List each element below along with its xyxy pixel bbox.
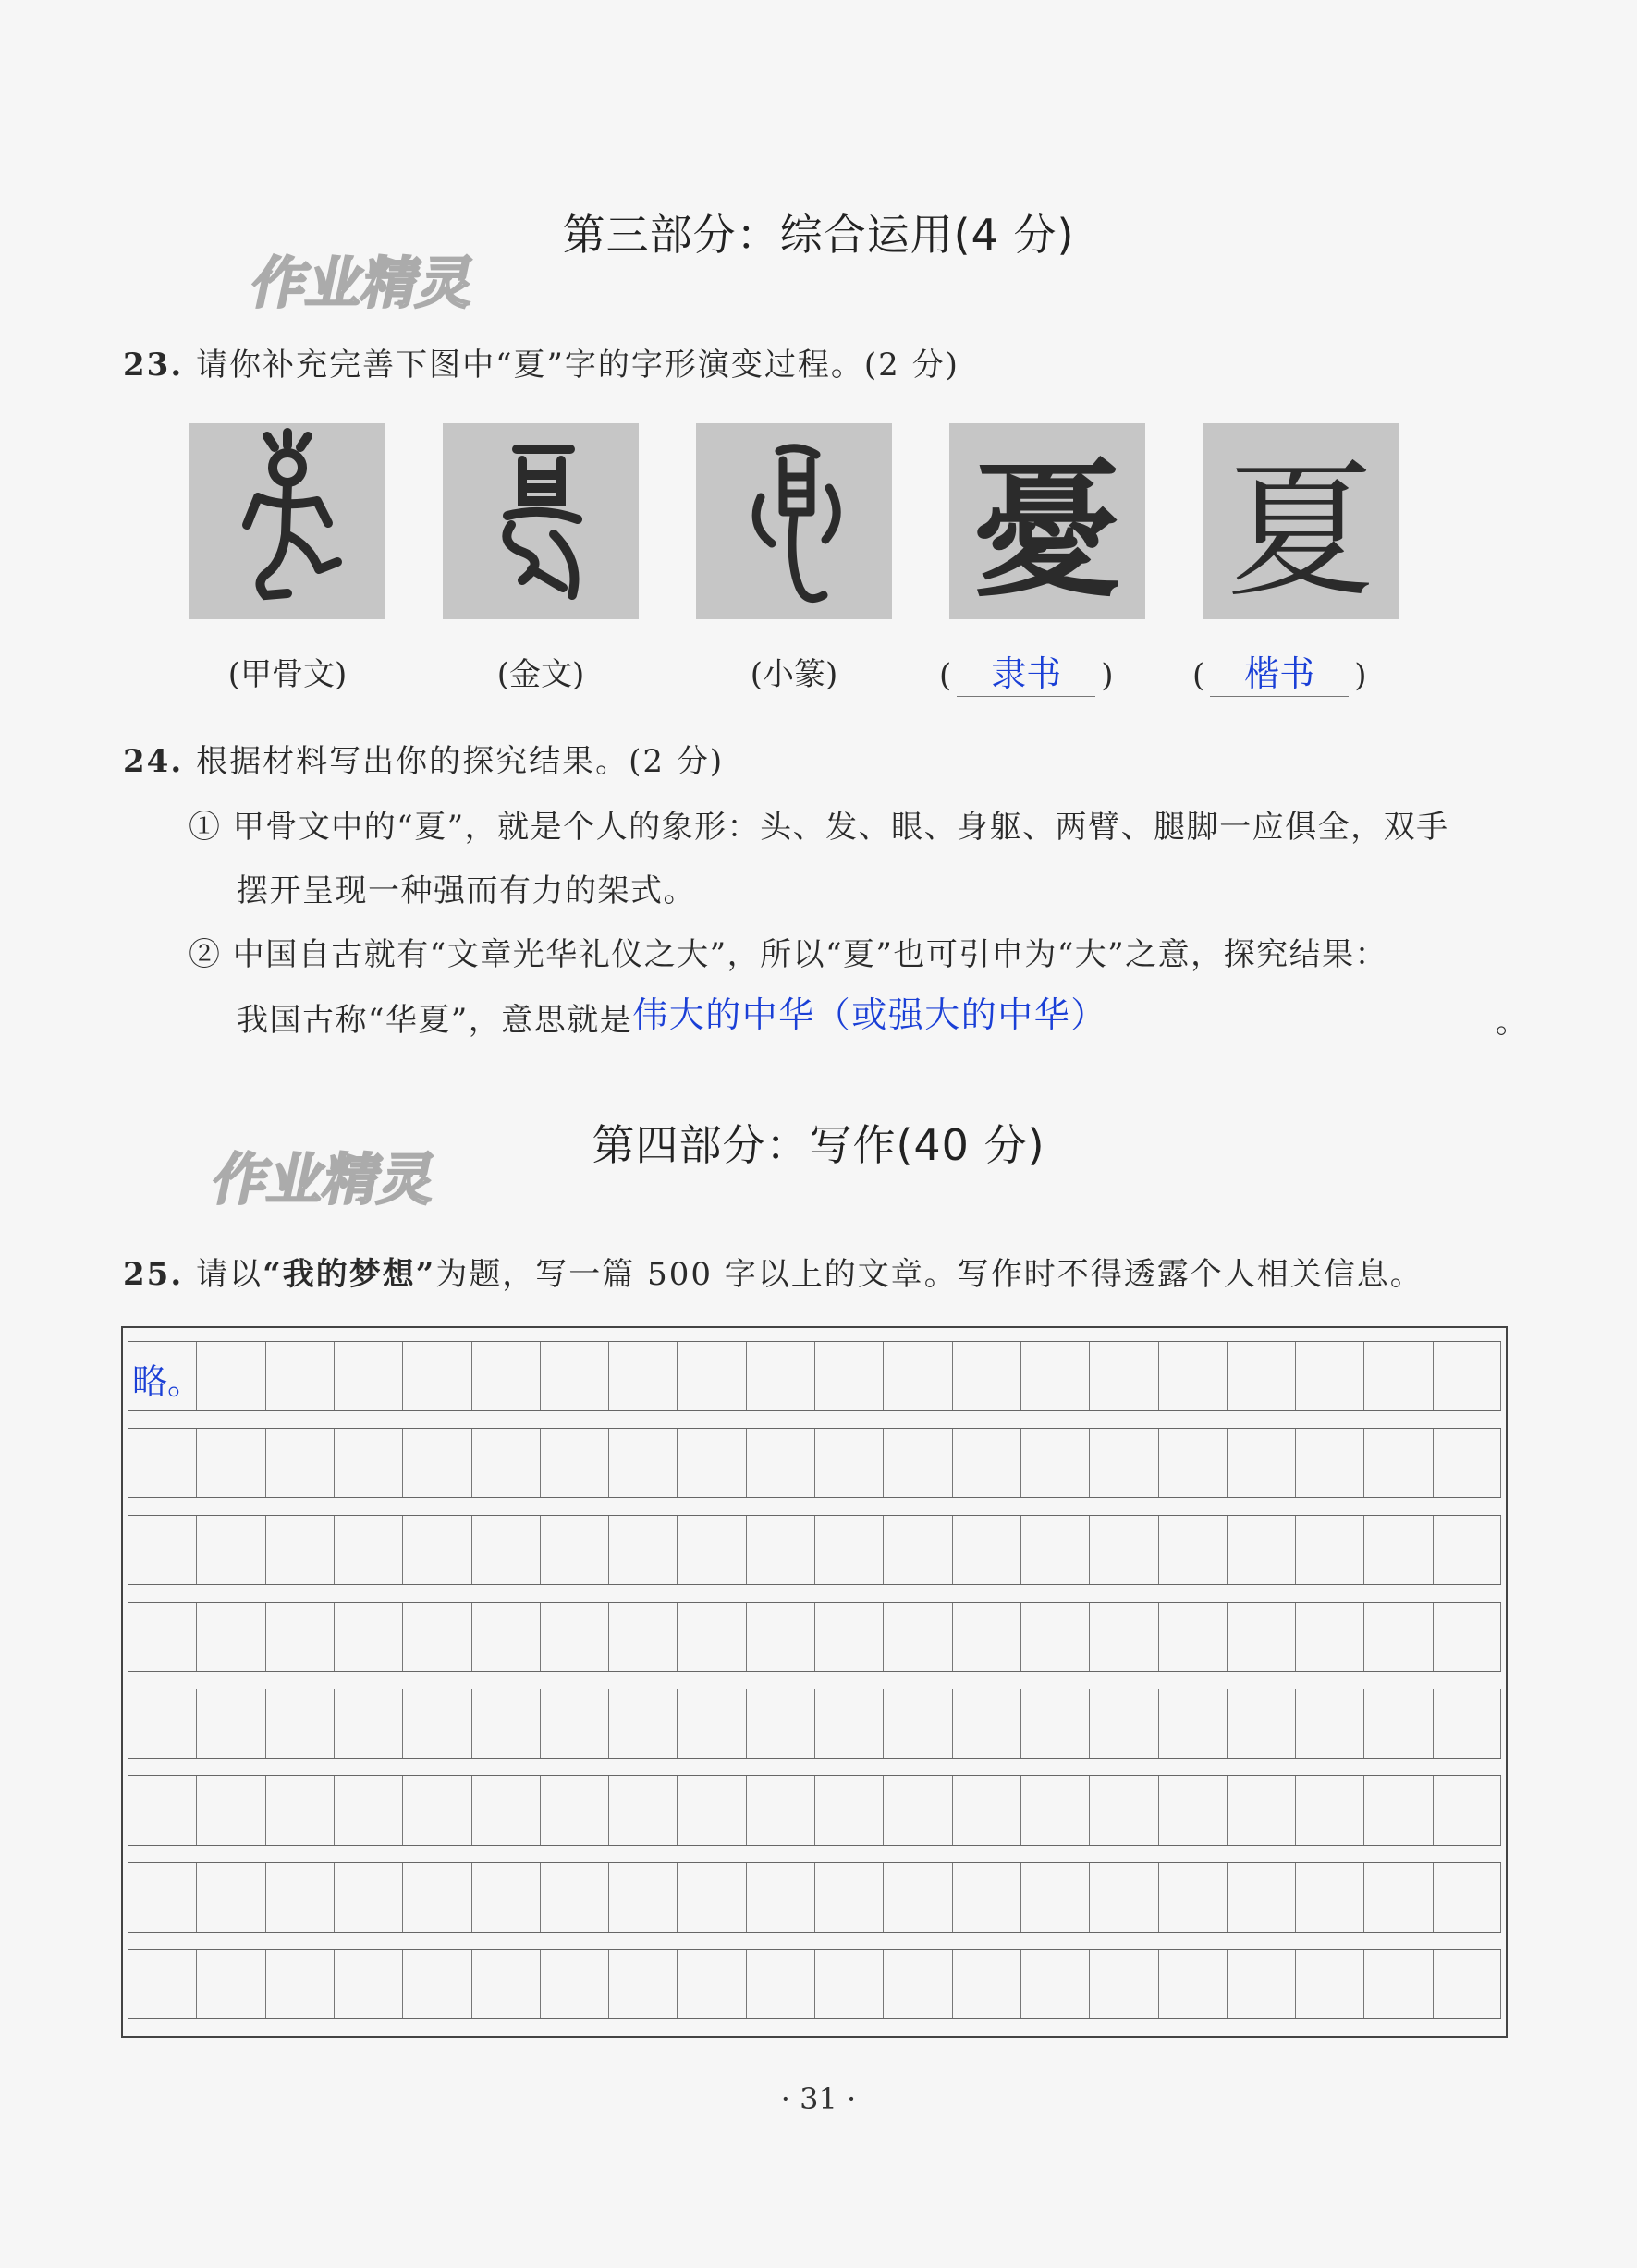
grid-cell[interactable] [128,1429,196,1497]
q24-item2-line1: ② 中国自古就有“文章光华礼仪之大”，所以“夏”也可引申为“大”之意，探究结果： [189,936,1388,973]
grid-cell[interactable] [1020,1689,1089,1758]
section3-title: 第三部分：综合运用(4 分) [562,210,1075,260]
grid-cell[interactable] [196,1516,264,1584]
grid-cell[interactable] [1363,1689,1432,1758]
grid-cell[interactable] [540,1342,608,1410]
clerical-glyph-icon [949,423,1145,619]
grid-cell[interactable] [402,1342,470,1410]
grid-cell[interactable] [608,1342,677,1410]
grid-cell[interactable] [883,1342,951,1410]
grid-cell[interactable] [1020,1863,1089,1932]
grid-row [128,1862,1501,1933]
grid-cell[interactable] [334,1429,402,1497]
q24-item1-line2: 摆开呈现一种强而有力的架式。 [237,872,696,909]
grid-cell[interactable] [1227,1342,1295,1410]
grid-cell[interactable] [746,1429,814,1497]
grid-cell[interactable] [1227,1689,1295,1758]
grid-cell[interactable] [1089,1863,1157,1932]
grid-cell[interactable] [265,1776,334,1845]
tile-clerical [949,423,1145,619]
grid-cell[interactable] [1433,1776,1501,1845]
grid-cell[interactable] [1158,1516,1227,1584]
grid-cell[interactable] [952,1950,1020,2018]
grid-cell[interactable] [1295,1776,1363,1845]
grid-cell[interactable] [1020,1950,1089,2018]
grid-cell[interactable] [1433,1342,1501,1410]
grid-cell[interactable] [402,1429,470,1497]
grid-cell[interactable] [952,1689,1020,1758]
grid-cell[interactable] [540,1776,608,1845]
grid-cell[interactable] [128,1776,196,1845]
tile-oracle-bone [189,423,385,619]
grid-cell[interactable] [265,1603,334,1671]
grid-cell[interactable] [265,1950,334,2018]
grid-cell[interactable] [677,1429,745,1497]
grid-row [128,1602,1501,1672]
grid-cell[interactable] [1227,1776,1295,1845]
grid-cell[interactable] [1089,1776,1157,1845]
grid-cell[interactable] [608,1603,677,1671]
grid-cell[interactable] [1158,1429,1227,1497]
grid-cell[interactable] [883,1603,951,1671]
grid-cell[interactable] [677,1863,745,1932]
grid-cell[interactable] [471,1342,540,1410]
small-seal-glyph-icon [696,423,892,619]
grid-cell[interactable] [1363,1863,1432,1932]
grid-cell[interactable] [1158,1950,1227,2018]
grid-cell[interactable] [952,1342,1020,1410]
grid-cell[interactable] [814,1342,883,1410]
grid-cell[interactable] [334,1516,402,1584]
grid-cell[interactable] [471,1689,540,1758]
grid-cell[interactable] [1363,1776,1432,1845]
caption-oracle-bone: (甲骨文) [227,656,348,693]
q24-number: 24. [123,743,184,780]
grid-cell[interactable] [334,1950,402,2018]
grid-cell[interactable] [540,1429,608,1497]
grid-cell[interactable] [608,1863,677,1932]
grid-cell[interactable] [608,1776,677,1845]
grid-cell[interactable] [1089,1516,1157,1584]
grid-cell[interactable] [1295,1429,1363,1497]
grid-cell[interactable] [608,1950,677,2018]
grid-cell[interactable] [1227,1516,1295,1584]
grid-cell[interactable] [952,1516,1020,1584]
q24 [123,736,724,781]
grid-cell[interactable] [746,1950,814,2018]
grid-cell[interactable] [1020,1342,1089,1410]
q23-number: 23. [123,347,184,384]
grid-cell[interactable] [883,1863,951,1932]
grid-cell[interactable] [1433,1950,1501,2018]
grid-cell[interactable] [883,1689,951,1758]
regular-glyph-char: 夏 [1226,445,1375,617]
q24-prompt: 根据材料写出你的探究结果。(2 分) [196,743,725,780]
q24-end-mark: 。 [1496,1004,1529,1041]
grid-row [128,1515,1501,1585]
tile-bronze [443,423,639,619]
grid-row [128,1428,1501,1498]
grid-cell[interactable] [540,1689,608,1758]
grid-cell[interactable] [471,1603,540,1671]
grid-cell[interactable] [471,1950,540,2018]
grid-cell[interactable] [1363,1429,1432,1497]
grid-cell[interactable] [196,1429,264,1497]
grid-cell[interactable] [334,1689,402,1758]
grid-cell[interactable] [608,1689,677,1758]
grid-cell[interactable] [128,1689,196,1758]
grid-cell[interactable] [1295,1516,1363,1584]
grid-row [128,1341,1501,1411]
grid-cell[interactable] [1158,1776,1227,1845]
answer-clerical: 隶书 [957,645,1095,697]
grid-cell[interactable] [677,1950,745,2018]
grid-cell[interactable] [1295,1863,1363,1932]
grid-row [128,1949,1501,2019]
grid-cell[interactable] [334,1863,402,1932]
grid-cell[interactable] [471,1863,540,1932]
regular-glyph-icon [1203,423,1399,619]
answer-regular: 楷书 [1210,645,1349,697]
grid-cell[interactable] [883,1516,951,1584]
grid-cell[interactable] [1158,1863,1227,1932]
grid-cell[interactable] [1363,1516,1432,1584]
tile-small-seal [696,423,892,619]
grid-cell[interactable] [471,1429,540,1497]
grid-cell[interactable] [1433,1429,1501,1497]
grid-cell[interactable] [952,1863,1020,1932]
grid-cell[interactable] [265,1689,334,1758]
grid-cell[interactable] [677,1516,745,1584]
grid-cell[interactable] [196,1950,264,2018]
grid-cell[interactable] [1020,1429,1089,1497]
grid-cell[interactable] [471,1516,540,1584]
grid-cell[interactable] [952,1603,1020,1671]
grid-cell[interactable] [334,1603,402,1671]
grid-cell[interactable] [677,1342,745,1410]
grid-cell[interactable] [334,1776,402,1845]
grid-cell[interactable] [814,1689,883,1758]
grid-cell[interactable] [1020,1516,1089,1584]
grid-cell[interactable] [1089,1603,1157,1671]
grid-cell[interactable] [883,1429,951,1497]
grid-cell[interactable] [196,1689,264,1758]
grid-cell[interactable] [1089,1950,1157,2018]
grid-cell[interactable] [1433,1516,1501,1584]
grid-cell[interactable] [128,1342,203,1410]
grid-cell[interactable] [746,1342,814,1410]
grid-cell[interactable] [1158,1689,1227,1758]
grid-cell[interactable] [1089,1429,1157,1497]
grid-cell[interactable] [1227,1950,1295,2018]
grid-cell[interactable] [402,1516,470,1584]
grid-cell[interactable] [814,1776,883,1845]
grid-cell[interactable] [196,1776,264,1845]
grid-cell[interactable] [814,1516,883,1584]
q25-prompt-a: 请以 [196,1256,263,1293]
grid-cell[interactable] [540,1603,608,1671]
caption-clerical [939,645,1114,697]
grid-cell[interactable] [883,1776,951,1845]
grid-cell[interactable] [746,1863,814,1932]
grid-cell[interactable] [540,1863,608,1932]
svg-text:作业精灵: 作业精灵 [206,1148,443,1213]
grid-cell[interactable] [1363,1342,1432,1410]
grid-cell[interactable] [677,1776,745,1845]
q23 [123,339,959,384]
q25-number: 25. [123,1256,184,1293]
writing-grid[interactable] [121,1326,1508,2038]
grid-cell[interactable] [402,1689,470,1758]
grid-cell[interactable] [265,1863,334,1932]
grid-cell[interactable] [402,1603,470,1671]
grid-cell[interactable] [1158,1342,1227,1410]
grid-cell[interactable] [128,1516,196,1584]
grid-cell[interactable] [1227,1863,1295,1932]
grid-cell[interactable] [746,1603,814,1671]
oracle-bone-glyph-icon [189,423,385,619]
q25-prompt-b: 为题，写一篇 500 字以上的文章。写作时不得透露个人相关信息。 [435,1256,1423,1293]
grid-cell[interactable] [402,1950,470,2018]
grid-cell[interactable] [1363,1603,1432,1671]
grid-cell[interactable] [1227,1603,1295,1671]
tile-regular [1203,423,1399,619]
q24-item2-prefix: 我国古称“华夏”，意思就是 [237,1002,633,1039]
grid-cell[interactable] [883,1950,951,2018]
q24-item2-answer: 伟大的中华（或强大的中华） [632,994,1107,1035]
caption-open-paren: ( [939,657,952,694]
grid-cell[interactable] [334,1342,402,1410]
grid-cell[interactable] [265,1342,334,1410]
grid-cell[interactable] [128,1603,196,1671]
grid-row [128,1689,1501,1759]
caption-open-paren: ( [1192,657,1205,694]
grid-cell[interactable] [746,1776,814,1845]
grid-cell[interactable] [1089,1689,1157,1758]
grid-cell[interactable] [540,1516,608,1584]
grid-cell[interactable] [1295,1950,1363,2018]
clerical-glyph-char: 憂 [972,444,1122,617]
grid-cell[interactable] [196,1863,264,1932]
caption-regular [1192,645,1367,697]
grid-cell[interactable] [746,1689,814,1758]
grid-cell[interactable] [608,1429,677,1497]
grid-cell[interactable] [608,1516,677,1584]
grid-cell[interactable] [402,1863,470,1932]
grid-cell[interactable] [265,1429,334,1497]
caption-bronze: (金文) [496,656,585,693]
caption-small-seal: (小篆) [750,656,838,693]
q25 [123,1249,1423,1294]
grid-cell[interactable] [1433,1603,1501,1671]
grid-cell[interactable] [471,1776,540,1845]
grid-cell[interactable] [1295,1603,1363,1671]
q24-item2-line2 [237,990,1107,1041]
caption-close-paren: ) [1354,657,1367,694]
grid-cell[interactable] [1363,1950,1432,2018]
grid-cell[interactable] [1020,1776,1089,1845]
grid-cell[interactable] [1295,1342,1363,1410]
grid-cell[interactable] [814,1950,883,2018]
grid-cell[interactable] [1089,1342,1157,1410]
section4-title: 第四部分：写作(40 分) [592,1120,1045,1170]
grid-cell[interactable] [196,1342,264,1410]
grid-cell[interactable] [196,1603,264,1671]
grid-cell[interactable] [1020,1603,1089,1671]
grid-cell[interactable] [746,1516,814,1584]
q23-prompt: 请你补充完善下图中“夏”字的字形演变过程。(2 分) [196,347,959,384]
caption-close-paren: ) [1101,657,1114,694]
grid-cell[interactable] [540,1950,608,2018]
grid-cell[interactable] [128,1950,196,2018]
grid-cell[interactable] [814,1429,883,1497]
grid-cell[interactable] [1433,1863,1501,1932]
grid-cell[interactable] [814,1603,883,1671]
q25-topic: “我的梦想” [263,1256,436,1293]
grid-cell[interactable] [1158,1603,1227,1671]
grid-answer-text: 略。 [132,1361,203,1402]
grid-cell[interactable] [128,1863,196,1932]
grid-row [128,1775,1501,1846]
bronze-glyph-icon [443,423,639,619]
grid-cell[interactable] [1295,1689,1363,1758]
grid-cell[interactable] [677,1689,745,1758]
q24-item1-line1: ① 甲骨文中的“夏”，就是个人的象形：头、发、眼、身躯、两臂、腿脚一应俱全，双手 [189,809,1449,846]
grid-cell[interactable] [265,1516,334,1584]
grid-cell[interactable] [952,1429,1020,1497]
grid-cell[interactable] [952,1776,1020,1845]
grid-cell[interactable] [1433,1689,1501,1758]
svg-text:作业精灵: 作业精灵 [245,251,482,316]
grid-cell[interactable] [1227,1429,1295,1497]
grid-cell[interactable] [402,1776,470,1845]
grid-cell[interactable] [677,1603,745,1671]
grid-cell[interactable] [814,1863,883,1932]
page-number: · 31 · [780,2081,857,2116]
